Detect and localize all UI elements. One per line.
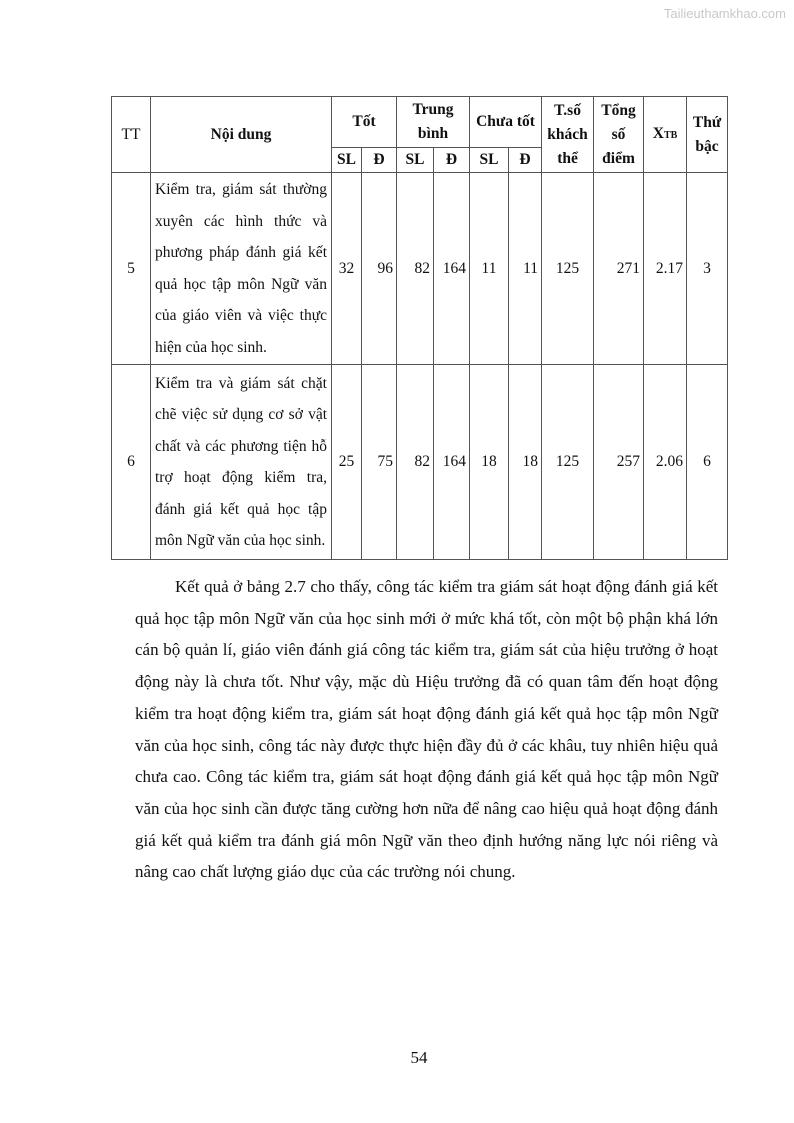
cell-tt: 6 bbox=[112, 365, 151, 560]
cell-rank: 6 bbox=[687, 365, 728, 560]
cell-avg-d: 164 bbox=[434, 173, 470, 365]
cell-ng-sl: 11 bbox=[470, 173, 509, 365]
header-xtb bbox=[644, 97, 687, 173]
cell-total-points: 271 bbox=[594, 173, 644, 365]
header-not-good: Chưa tốt bbox=[470, 97, 542, 148]
header-content: Nội dung bbox=[151, 97, 332, 173]
header-row bbox=[112, 97, 728, 148]
cell-total-subjects: 125 bbox=[542, 173, 594, 365]
header-rank: Thứ bậc bbox=[687, 97, 728, 173]
cell-total-points: 257 bbox=[594, 365, 644, 560]
header-tt: TT bbox=[112, 97, 151, 173]
header-d: Đ bbox=[362, 148, 397, 173]
header-d: Đ bbox=[434, 148, 470, 173]
cell-avg-sl: 82 bbox=[397, 173, 434, 365]
header-total-points: Tổng số điểm bbox=[594, 97, 644, 173]
cell-good-sl: 25 bbox=[332, 365, 362, 560]
results-table bbox=[111, 96, 728, 560]
cell-tt: 5 bbox=[112, 173, 151, 365]
table-row bbox=[112, 365, 728, 560]
header-total-subjects: T.số khách thể bbox=[542, 97, 594, 173]
cell-good-d: 75 bbox=[362, 365, 397, 560]
cell-avg-sl: 82 bbox=[397, 365, 434, 560]
table-row bbox=[112, 173, 728, 365]
header-average: Trung bình bbox=[397, 97, 470, 148]
watermark: Tailieuthamkhao.com bbox=[663, 6, 786, 21]
header-sl: SL bbox=[397, 148, 434, 173]
xtb-sub: TB bbox=[663, 129, 678, 141]
header-d: Đ bbox=[509, 148, 542, 173]
header-sl: SL bbox=[332, 148, 362, 173]
cell-content: Kiểm tra và giám sát chặt chẽ việc sử dụng cơ sở vật chất và các phương tiện hỗ trợ hoạt động kiểm tra, đánh giá kết quả học tập môn Ngữ văn của học sinh. bbox=[151, 365, 332, 560]
cell-good-sl: 32 bbox=[332, 173, 362, 365]
cell-ng-d: 18 bbox=[509, 365, 542, 560]
cell-content: Kiểm tra, giám sát thường xuyên các hình thức và phương pháp đánh giá kết quả học tập môn Ngữ văn của giáo viên và việc thực hiện của học sinh. bbox=[151, 173, 332, 365]
cell-xtb: 2.17 bbox=[644, 173, 687, 365]
header-good: Tốt bbox=[332, 97, 397, 148]
cell-ng-d: 11 bbox=[509, 173, 542, 365]
cell-good-d: 96 bbox=[362, 173, 397, 365]
cell-total-subjects: 125 bbox=[542, 365, 594, 560]
header-sl: SL bbox=[470, 148, 509, 173]
cell-ng-sl: 18 bbox=[470, 365, 509, 560]
page-number: 54 bbox=[410, 1048, 428, 1067]
cell-rank: 3 bbox=[687, 173, 728, 365]
body-paragraph: Kết quả ở bảng 2.7 cho thấy, công tác kiểm tra giám sát hoạt động đánh giá kết quả học tập môn Ngữ văn của học sinh mới ở mức khá tốt, còn một bộ phận khá lớn cán bộ quản lí, giáo viên đánh giá công tác kiểm tra, giám sát của hiệu trưởng ở hoạt động này là chưa tốt. Như vậy, mặc dù Hiệu trưởng đã có quan tâm đến hoạt động kiểm tra hoạt động kiểm tra, giám sát hoạt động đánh giá kết quả học tập môn Ngữ văn của học sinh, công tác này được thực hiện đầy đủ ở các khâu, tuy nhiên hiệu quả chưa cao. Công tác kiểm tra, giám sát hoạt động đánh giá kết quả học tập môn Ngữ văn của học sinh cần được tăng cường hơn nữa để nâng cao hiệu quả hoạt động đánh giá kết quả kiểm tra đánh giá môn Ngữ văn theo định hướng năng lực nói riêng và nâng cao chất lượng giáo dục của các trường nói chung. bbox=[135, 577, 718, 882]
cell-xtb: 2.06 bbox=[644, 365, 687, 560]
cell-avg-d: 164 bbox=[434, 365, 470, 560]
xtb-main: X bbox=[652, 124, 664, 142]
